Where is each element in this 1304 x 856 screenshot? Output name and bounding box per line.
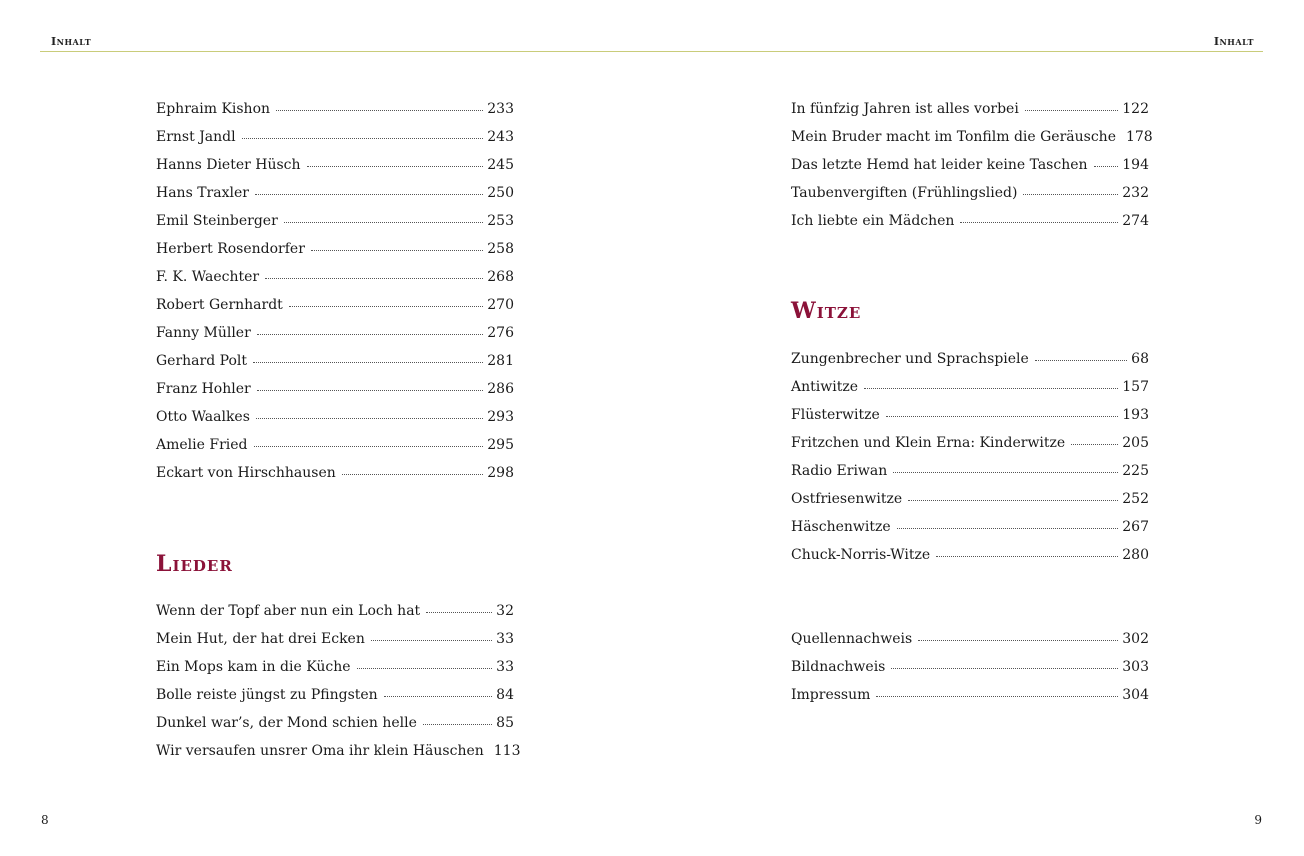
toc-dot-leader [423, 724, 492, 725]
toc-dot-leader [1071, 444, 1118, 445]
toc-entry-title: Häschenwitze [791, 519, 891, 535]
toc-entry-title: Amelie Fried [156, 437, 248, 453]
toc-left-authors [156, 95, 514, 487]
toc-entry-page: 85 [496, 715, 514, 731]
toc-entry-title: Bildnachweis [791, 659, 886, 675]
toc-dot-leader [384, 696, 492, 697]
toc-dot-leader [257, 334, 483, 335]
toc-entry [791, 485, 1149, 513]
toc-entry-title: Emil Steinberger [156, 213, 278, 229]
toc-entry [791, 401, 1149, 429]
toc-dot-leader [276, 110, 483, 111]
toc-entry-title: Franz Hohler [156, 381, 251, 397]
toc-dot-leader [893, 472, 1118, 473]
toc-entry-title: Bolle reiste jüngst zu Pfingsten [156, 687, 378, 703]
toc-entry-page: 233 [487, 101, 514, 117]
toc-entry [156, 709, 514, 737]
toc-entry [791, 681, 1149, 709]
toc-entry-page: 304 [1122, 687, 1149, 703]
toc-entry-title: Zungenbrecher und Sprachspiele [791, 351, 1029, 367]
toc-dot-leader [255, 194, 483, 195]
toc-dot-leader [307, 166, 484, 167]
toc-entry-title: Das letzte Hemd hat leider keine Taschen [791, 157, 1088, 173]
toc-entry [791, 151, 1149, 179]
toc-list-authors [156, 95, 514, 487]
toc-right-songs [791, 95, 1153, 235]
toc-dot-leader [1035, 360, 1127, 361]
toc-entry-page: 303 [1122, 659, 1149, 675]
toc-entry-title: Mein Bruder macht im Tonfilm die Geräusche [791, 129, 1116, 145]
toc-entry-title: Flüsterwitze [791, 407, 880, 423]
toc-entry [791, 123, 1153, 151]
toc-entry [156, 235, 514, 263]
toc-entry [791, 625, 1149, 653]
toc-dot-leader [891, 668, 1118, 669]
toc-list-lieder-wrap [156, 597, 521, 765]
toc-entry-page: 250 [487, 185, 514, 201]
toc-dot-leader [876, 696, 1118, 697]
toc-list-songs [791, 95, 1153, 235]
toc-entry-page: 194 [1122, 157, 1149, 173]
toc-entry-title: Gerhard Polt [156, 353, 248, 369]
toc-entry-title: Ernst Jandl [156, 129, 236, 145]
running-header-left: Inhalt [51, 35, 92, 48]
running-header-right: Inhalt [1213, 35, 1254, 48]
toc-entry-title: Ein Mops kam in die Küche [156, 659, 351, 675]
toc-entry-title: Radio Eriwan [791, 463, 888, 479]
toc-dot-leader [1023, 194, 1118, 195]
toc-entry [156, 681, 514, 709]
toc-entry-page: 295 [487, 437, 514, 453]
toc-dot-leader [257, 390, 484, 391]
toc-entry [791, 513, 1149, 541]
toc-entry-page: 258 [487, 241, 514, 257]
toc-entry-page: 84 [496, 687, 514, 703]
toc-entry-title: Hanns Dieter Hüsch [156, 157, 301, 173]
toc-dot-leader [289, 306, 483, 307]
toc-list-lieder [156, 597, 521, 765]
toc-entry-page: 280 [1122, 547, 1149, 563]
toc-entry-title: Quellennachweis [791, 631, 913, 647]
toc-entry-title: Fritzchen und Klein Erna: Kinderwitze [791, 435, 1066, 451]
toc-entry [156, 597, 514, 625]
toc-entry-page: 122 [1122, 101, 1149, 117]
toc-dot-leader [265, 278, 483, 279]
toc-entry-page: 298 [487, 465, 514, 481]
toc-dot-leader [897, 528, 1119, 529]
toc-entry [156, 375, 514, 403]
toc-entry [156, 263, 514, 291]
toc-dot-leader [918, 640, 1118, 641]
toc-entry-page: 225 [1122, 463, 1149, 479]
toc-entry-page: 33 [496, 659, 514, 675]
toc-entry [156, 123, 514, 151]
toc-entry-title: Robert Gernhardt [156, 297, 283, 313]
toc-entry [156, 179, 514, 207]
toc-entry [156, 151, 514, 179]
toc-entry [156, 459, 514, 487]
toc-entry-page: 281 [487, 353, 514, 369]
toc-entry-title: Herbert Rosendorfer [156, 241, 305, 257]
toc-dot-leader [371, 640, 492, 641]
toc-dot-leader [357, 668, 493, 669]
header-rule [40, 51, 1263, 52]
toc-entry [156, 403, 514, 431]
toc-entry-title: Wenn der Topf aber nun ein Loch hat [156, 603, 421, 619]
toc-entry [791, 429, 1149, 457]
toc-entry [791, 179, 1149, 207]
toc-entry [791, 653, 1149, 681]
toc-list-appendix-wrap [791, 625, 1149, 709]
toc-entry [156, 431, 514, 459]
toc-entry [791, 345, 1149, 373]
toc-entry [156, 319, 514, 347]
toc-entry-title: Otto Waalkes [156, 409, 250, 425]
toc-entry-title: Fanny Müller [156, 325, 251, 341]
toc-entry-title: Ich liebte ein Mädchen [791, 213, 955, 229]
toc-entry [156, 95, 514, 123]
toc-list-witze-wrap [791, 345, 1149, 569]
toc-entry-page: 243 [487, 129, 514, 145]
toc-entry-page: 113 [493, 743, 521, 759]
toc-entry-title: Antiwitze [791, 379, 858, 395]
toc-dot-leader [284, 222, 483, 223]
toc-entry-title: Taubenvergiften (Frühlingslied) [791, 185, 1018, 201]
toc-entry-title: Dunkel war’s, der Mond schien helle [156, 715, 417, 731]
section-title-witze: Witze [791, 298, 862, 324]
toc-dot-leader [960, 222, 1118, 223]
toc-entry-page: 253 [487, 213, 514, 229]
toc-dot-leader [256, 418, 483, 419]
toc-entry-page: 193 [1122, 407, 1149, 423]
toc-entry-page: 293 [487, 409, 514, 425]
page-number-right: 9 [1254, 813, 1262, 827]
toc-entry-page: 252 [1122, 491, 1149, 507]
toc-entry [156, 653, 514, 681]
toc-entry [156, 347, 514, 375]
toc-dot-leader [886, 416, 1119, 417]
toc-entry [791, 207, 1149, 235]
toc-entry-title: Wir versaufen unsrer Oma ihr klein Häuschen [156, 743, 484, 759]
toc-entry [156, 207, 514, 235]
toc-entry [791, 95, 1149, 123]
toc-entry-page: 286 [487, 381, 514, 397]
toc-dot-leader [426, 612, 492, 613]
toc-entry-page: 267 [1122, 519, 1149, 535]
toc-entry-page: 32 [496, 603, 514, 619]
toc-dot-leader [908, 500, 1118, 501]
toc-entry-page: 232 [1122, 185, 1149, 201]
section-title-lieder: Lieder [156, 551, 233, 577]
toc-entry-page: 157 [1122, 379, 1149, 395]
toc-entry-title: Impressum [791, 687, 871, 703]
toc-entry-page: 245 [487, 157, 514, 173]
toc-entry-title: In fünfzig Jahren ist alles vorbei [791, 101, 1019, 117]
toc-entry-page: 274 [1122, 213, 1149, 229]
toc-list-appendix [791, 625, 1149, 709]
toc-entry [791, 541, 1149, 569]
toc-dot-leader [864, 388, 1118, 389]
toc-entry-title: Eckart von Hirschhausen [156, 465, 336, 481]
toc-dot-leader [311, 250, 483, 251]
toc-dot-leader [253, 362, 483, 363]
toc-entry [156, 737, 521, 765]
toc-entry-title: Chuck-Norris-Witze [791, 547, 931, 563]
toc-entry-page: 205 [1122, 435, 1149, 451]
toc-dot-leader [254, 446, 484, 447]
toc-entry-page: 268 [487, 269, 514, 285]
toc-entry-title: Ostfriesenwitze [791, 491, 903, 507]
toc-entry-title: Mein Hut, der hat drei Ecken [156, 631, 365, 647]
toc-entry [156, 291, 514, 319]
toc-entry-page: 302 [1122, 631, 1149, 647]
toc-entry-title: Ephraim Kishon [156, 101, 271, 117]
page-number-left: 8 [41, 813, 49, 827]
toc-entry [791, 457, 1149, 485]
toc-dot-leader [1025, 110, 1118, 111]
toc-entry-title: F. K. Waechter [156, 269, 260, 285]
toc-entry-page: 270 [487, 297, 514, 313]
toc-dot-leader [1094, 166, 1119, 167]
toc-entry-title: Hans Traxler [156, 185, 249, 201]
toc-entry [791, 373, 1149, 401]
toc-entry-page: 178 [1125, 129, 1153, 145]
toc-dot-leader [342, 474, 484, 475]
toc-entry-page: 276 [487, 325, 514, 341]
toc-entry-page: 33 [496, 631, 514, 647]
toc-entry [156, 625, 514, 653]
toc-entry-page: 68 [1131, 351, 1149, 367]
toc-dot-leader [936, 556, 1118, 557]
toc-list-witze [791, 345, 1149, 569]
toc-dot-leader [242, 138, 484, 139]
